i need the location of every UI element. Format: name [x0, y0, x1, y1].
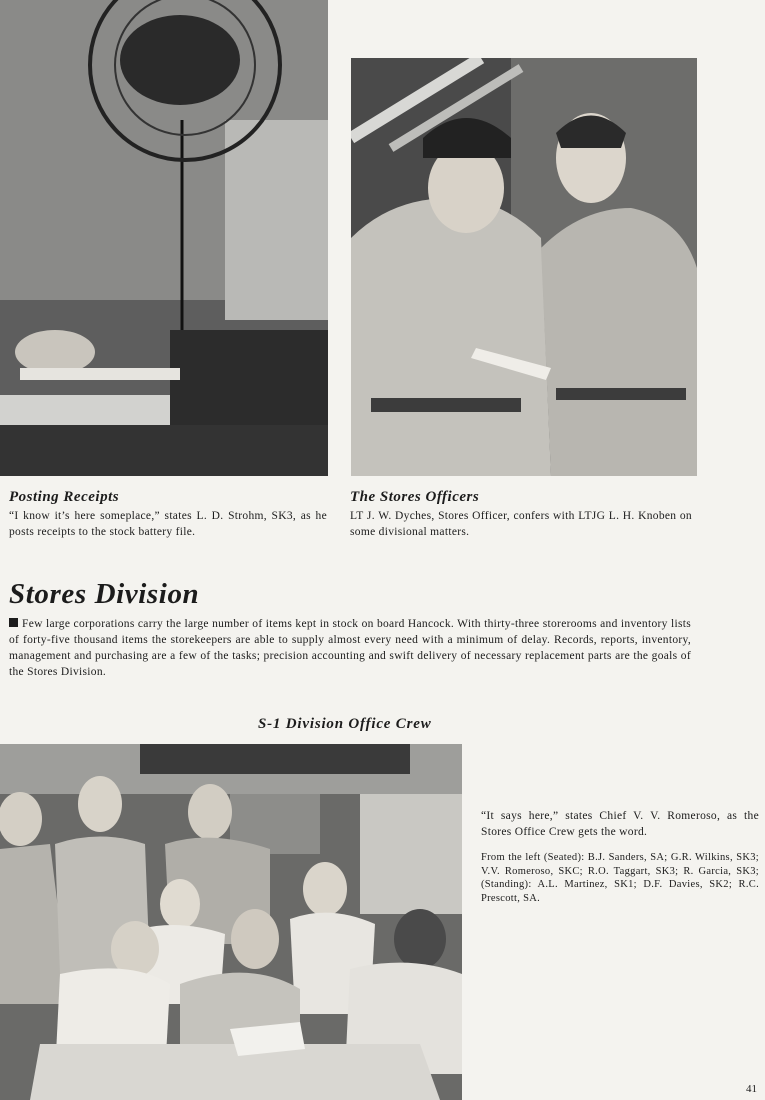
- stores-officers-photo: [351, 58, 697, 476]
- stores-officers-title: The Stores Officers: [350, 489, 480, 505]
- posting-receipts-photo: [0, 0, 328, 476]
- crew-quote: “It says here,” states Chief V. V. Romeroso, as the Stores Office Crew gets the word.: [481, 810, 759, 838]
- page-number: 41: [746, 1083, 757, 1095]
- square-bullet-icon: [9, 618, 18, 627]
- posting-receipts-caption: “I know it’s here someplace,” states L. D. Strohm, SK3, as he posts receipts to the stock battery file.: [9, 510, 327, 538]
- section-intro: [9, 616, 691, 680]
- crew-names: From the left (Seated): B.J. Sanders, SA; G.R. Wilkins, SK3; V.V. Romeroso, SKC; R.O. Taggart, SK3; R. Garcia, SK3; (Standing): A.L. Martinez, SK1; D.F. Davies, SK2; R.C. Prescott, SA.: [481, 852, 759, 904]
- crew-title: S-1 Division Office Crew: [258, 716, 432, 732]
- section-title: Stores Division: [9, 578, 200, 610]
- posting-receipts-title: Posting Receipts: [9, 489, 120, 505]
- stores-officers-caption: LT J. W. Dyches, Stores Officer, confers with LTJG L. H. Knoben on some divisional matters.: [350, 510, 692, 538]
- office-crew-photo: [0, 744, 462, 1100]
- section-intro-text: Few large corporations carry the large number of items kept in stock on board Hancock. With thirty-three storerooms and inventory lists of forty-five thousand items the storekeepers are able to supply almost every need with a minimum of delay. Records, reports, inventory, management and purchasing are a few of the tasks; precision accounting and swift delivery of necessary replacement parts are the goals of the Stores Division.: [9, 618, 691, 678]
